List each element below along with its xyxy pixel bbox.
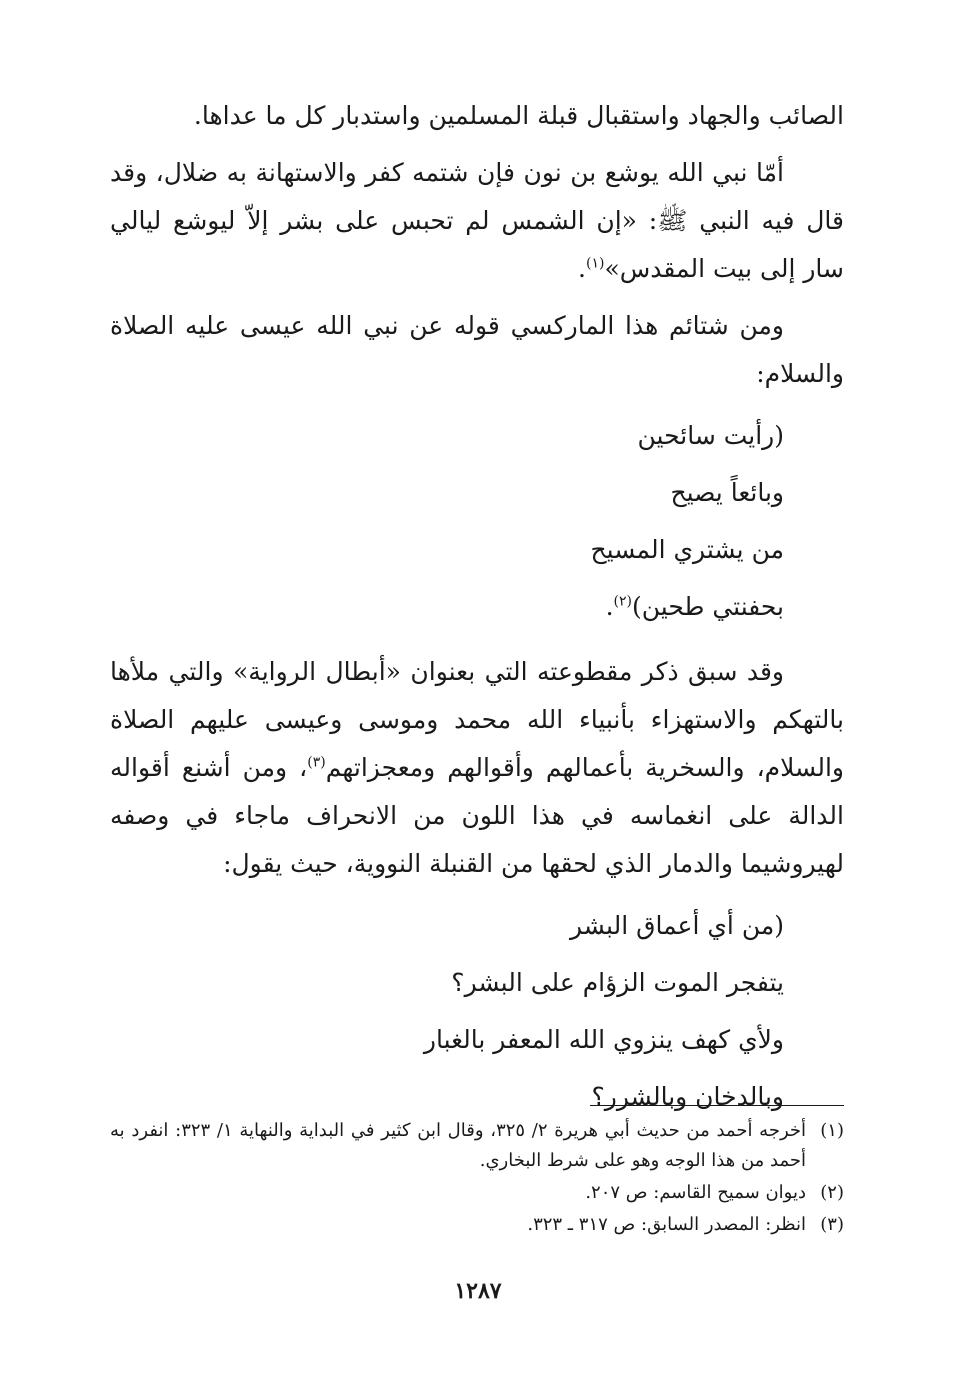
poem-1-line-3: من يشتري المسيح xyxy=(590,535,784,564)
footnote-3-text: انظر: المصدر السابق: ص ٣١٧ ـ ٣٢٣. xyxy=(527,1214,806,1235)
footnote-2-text: ديوان سميح القاسم: ص ٢٠٧. xyxy=(585,1182,806,1203)
poem-1-line-4-text: بحفنتي طحين) xyxy=(632,592,784,621)
poem-1-line-4 xyxy=(110,578,844,635)
footnotes xyxy=(110,1116,844,1242)
footnote-1-number: (١) xyxy=(820,1120,844,1141)
footnote-1-text: أخرجه أحمد من حديث أبي هريرة ٢/ ٣٢٥، وقال ابن كثير في البداية والنهاية ١/ ٣٢٣: انفرد به أحمد من هذا الوجه وهو على شرط البخاري. xyxy=(110,1120,807,1171)
footnote-3 xyxy=(110,1210,844,1240)
footnote-2 xyxy=(110,1178,844,1208)
footnote-ref-2: (٢) xyxy=(613,593,633,610)
footnote-ref-3: (٣) xyxy=(307,754,326,771)
footnote-1 xyxy=(110,1116,844,1176)
poem-1 xyxy=(110,407,844,635)
poem-2 xyxy=(110,897,844,1125)
footnote-2-number: (٢) xyxy=(820,1182,844,1203)
poem-2-line-1: (من أي أعماق البشر xyxy=(569,911,784,940)
paragraph-4-text-b: ، ومن أشنع أقواله الدالة على انغماسه في هذا اللون من الانحراف ماجاء في وصفه لهيروشيما والدمار الذي لحقها من القنبلة النووية، حيث يقول: xyxy=(110,753,844,878)
paragraph-1: الصائب والجهاد واستقبال قبلة المسلمين واستدبار كل ما عداها. xyxy=(193,101,844,130)
poem-1-end: . xyxy=(605,592,614,621)
paragraph-3: ومن شتائم هذا الماركسي قوله عن نبي الله عيسى عليه الصلاة والسلام: xyxy=(110,311,844,388)
paragraph-2-text: أمّا نبي الله يوشع بن نون فإن شتمه كفر والاستهانة به ضلال، وقد قال فيه النبي ﷺ: «إن الشمس لم تحبس على بشر إلاّ ليوشع ليالي سار إلى بيت المقدس» xyxy=(110,158,844,283)
main-text xyxy=(110,92,844,1138)
footnote-divider xyxy=(590,1105,844,1106)
paragraph-4 xyxy=(110,648,844,888)
footnote-ref-1: (١) xyxy=(586,255,605,272)
paragraph-4-text-a: وقد سبق ذكر مقطوعته التي بعنوان «أبطال الرواية» والتي ملأها بالتهكم والاستهزاء بأنبياء الله محمد وموسى وعيسى عليهم الصلاة والسلام، والسخرية بأعمالهم وأقوالهم ومعجزاتهم xyxy=(110,657,844,782)
paragraph-2-end: . xyxy=(578,254,586,283)
paragraph-2 xyxy=(110,149,844,293)
poem-2-line-3: ولأي كهف ينزوي الله المعفر بالغبار xyxy=(423,1025,784,1054)
poem-1-line-2: وبائعاً يصيح xyxy=(670,478,784,507)
poem-2-line-4: وبالدخان وبالشرر؟ xyxy=(591,1082,784,1111)
footnote-3-number: (٣) xyxy=(820,1214,844,1235)
page-number: ١٢٨٧ xyxy=(454,1278,502,1304)
poem-1-line-1: (رأيت سائحين xyxy=(637,421,784,450)
poem-2-line-2: يتفجر الموت الزؤام على البشر؟ xyxy=(451,968,784,997)
